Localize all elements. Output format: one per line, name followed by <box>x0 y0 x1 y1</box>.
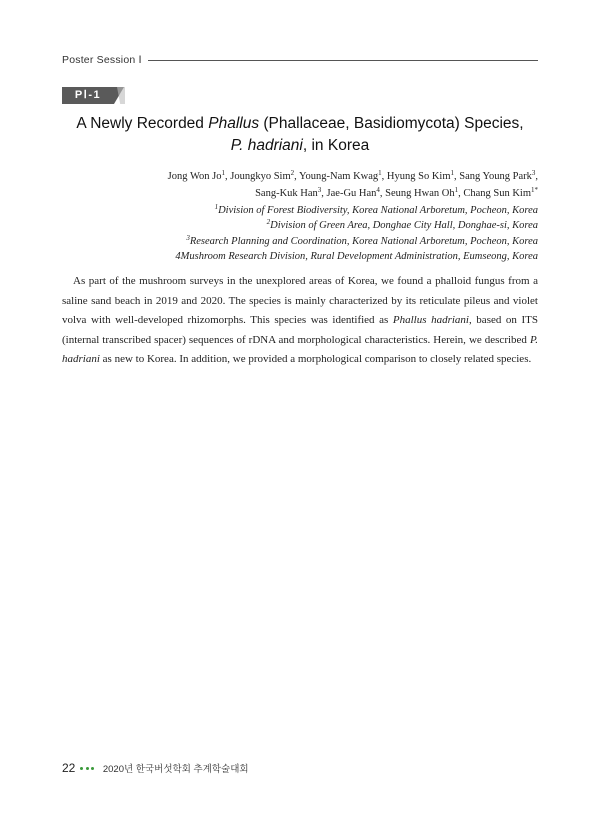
session-header <box>62 52 538 68</box>
title-line-2 <box>62 135 538 157</box>
author: Hyung So Kim$^1$, <box>386 169 460 182</box>
title-text: , in Korea <box>302 137 370 154</box>
title-text: A Newly Recorded <box>76 115 209 132</box>
author-line-2 <box>62 185 538 202</box>
page-footer <box>62 760 249 776</box>
abstract-paragraph: As part of the mushroom surveys in the unexplored areas of Korea, we found a phalloid fungus from a saline sand beach in 2019 and 2020. The species is mainly characterized by its reticulate pileus and violet volva with well-developed rhizomorphs. This species was identified as Phallus hadriani, based on ITS (internal transcribed spacer) sequences of rDNA and morphological characteristics. Herein, we described P. hadriani as new to Korea. In addition, we provided a morphological comparison to closely related species. <box>62 275 539 366</box>
author: Sang-Kuk Han$^3$, <box>255 186 327 199</box>
header-rule <box>148 60 538 61</box>
author: Chang Sun Kim$^{1*}$ <box>463 186 538 199</box>
author-line-1 <box>62 168 538 185</box>
affiliation: 4Mushroom Research Division, Rural Development Administration, Eumseong, Korea <box>175 250 538 262</box>
affiliation-list <box>62 203 538 264</box>
affiliation: $^1$Division of Forest Biodiversity, Korea National Arboretum, Pocheon, Korea <box>214 203 538 216</box>
affiliation: $^2$Division of Green Area, Donghae City Hall, Donghae-si, Korea <box>266 218 538 232</box>
author: Young-Nam Kwag$^1$, <box>299 169 387 182</box>
title-species: P. hadriani <box>230 137 303 154</box>
author: Sang Young Park$^3$, <box>459 169 538 182</box>
title-genus: Phallus <box>208 115 260 132</box>
session-label: Poster Session Ⅰ <box>62 54 142 66</box>
footer-dots-icon <box>80 767 97 770</box>
poster-tag <box>62 87 122 104</box>
species-name: P. hadriani <box>62 333 538 366</box>
paper-title <box>62 113 538 157</box>
author: Jong Won Jo$^1$, <box>167 169 231 182</box>
title-line-1 <box>62 113 538 135</box>
title-text: (Phallaceae, Basidiomycota) Species, <box>259 115 524 132</box>
affiliation: $^3$Research Planning and Coordination, Korea National Arboretum, Pocheon, Korea <box>186 233 538 247</box>
footer-conference-text: 2020년 한국버섯학회 추계학술대회 <box>102 764 249 775</box>
page-number: 22 <box>62 761 76 775</box>
author: Joungkyo Sim$^2$, <box>230 169 299 182</box>
poster-tag-label: PⅠ-1 <box>74 89 102 101</box>
author: Seung Hwan Oh$^1$, <box>385 186 464 199</box>
author-list <box>62 168 538 202</box>
author: Jae-Gu Han$^4$, <box>326 186 386 199</box>
species-name: Phallus hadriani <box>392 314 469 327</box>
